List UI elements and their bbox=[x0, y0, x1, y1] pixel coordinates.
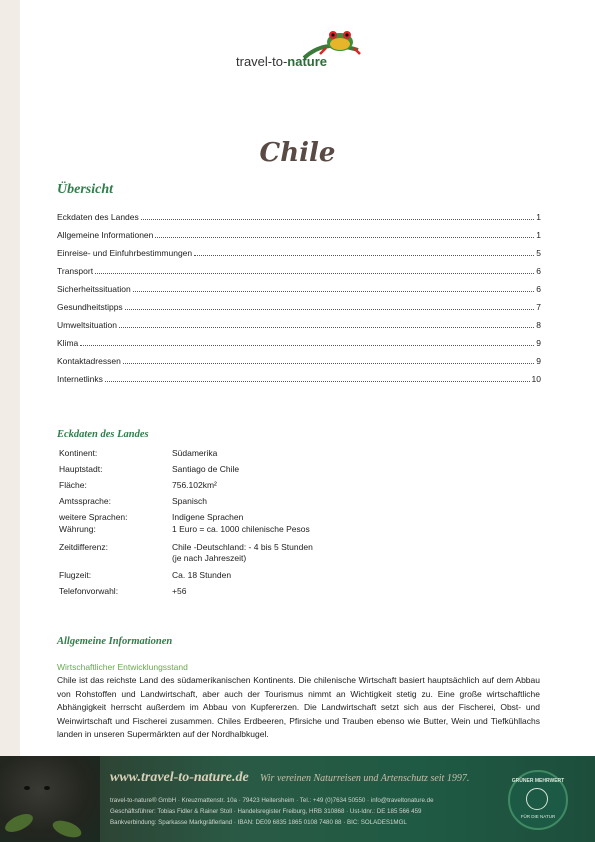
toc-leader bbox=[105, 381, 530, 382]
fact-key: Zeitdifferenz: bbox=[59, 542, 108, 552]
fact-key: Hauptstadt: bbox=[59, 464, 103, 474]
toc-page: 1 bbox=[536, 230, 541, 240]
toc-item[interactable] bbox=[57, 356, 541, 374]
toc-label: Internetlinks bbox=[57, 374, 103, 384]
toc-page: 5 bbox=[536, 248, 541, 258]
toc-page: 1 bbox=[536, 212, 541, 222]
fact-key: Kontinent: bbox=[59, 448, 98, 458]
footer-management: Geschäftsführer: Tobias Fidler & Rainer Stoll · Handelsregister Freiburg, HRB 310868 · Ust-Idnr.: DE 185 566 459 bbox=[110, 808, 422, 815]
fact-value: 1 Euro = ca. 1000 chilenische Pesos bbox=[172, 524, 310, 534]
toc-label: Eckdaten des Landes bbox=[57, 212, 139, 222]
fact-key: Telefonvorwahl: bbox=[59, 586, 119, 596]
fact-key: Amtssprache: bbox=[59, 496, 111, 506]
footer-url[interactable]: www.travel-to-nature.de bbox=[110, 770, 249, 785]
toc-label: Kontaktadressen bbox=[57, 356, 121, 366]
toc-page: 9 bbox=[536, 338, 541, 348]
fact-value: Südamerika bbox=[172, 448, 218, 458]
toc-page: 8 bbox=[536, 320, 541, 330]
general-subheading: Wirtschaftlicher Entwicklungsstand bbox=[57, 662, 188, 672]
toc-heading: Übersicht bbox=[57, 182, 113, 197]
fact-value: +56 bbox=[172, 586, 187, 596]
facts-heading: Eckdaten des Landes bbox=[57, 429, 149, 440]
toc-item[interactable] bbox=[57, 320, 541, 338]
toc-leader bbox=[80, 345, 534, 346]
footer bbox=[0, 756, 595, 842]
toc-label: Umweltsituation bbox=[57, 320, 117, 330]
leaf-shape bbox=[51, 817, 84, 840]
toc-leader bbox=[133, 291, 535, 292]
toc-label: Einreise- und Einfuhrbestimmungen bbox=[57, 248, 193, 258]
fact-value-note: (je nach Jahreszeit) bbox=[172, 553, 247, 563]
general-heading: Allgemeine Informationen bbox=[57, 636, 173, 647]
toc-item[interactable] bbox=[57, 284, 541, 302]
toc-page: 10 bbox=[531, 374, 541, 384]
badge-top-text: GRÜNER MEHRWERT bbox=[511, 778, 565, 784]
footer-bank: Bankverbindung: Sparkasse Markgräflerland · IBAN: DE09 6835 1865 0108 7480 88 · BIC: SOLADES1MGL bbox=[110, 819, 407, 826]
toc-leader bbox=[119, 327, 534, 328]
toc-page: 6 bbox=[536, 266, 541, 276]
toc-item[interactable] bbox=[57, 374, 541, 392]
fact-key: Fläche: bbox=[59, 480, 87, 490]
green-value-badge bbox=[508, 770, 568, 830]
fact-key: Währung: bbox=[59, 524, 96, 534]
toc-leader bbox=[155, 237, 534, 238]
gorilla-eye bbox=[44, 786, 50, 790]
toc-label: Transport bbox=[57, 266, 94, 276]
logo-brand: nature bbox=[287, 54, 328, 69]
toc-item[interactable] bbox=[57, 338, 541, 356]
toc-item[interactable] bbox=[57, 230, 541, 248]
heart-leaf-icon bbox=[526, 788, 548, 810]
fact-key: Flugzeit: bbox=[59, 570, 92, 580]
toc-label: Klima bbox=[57, 338, 79, 348]
footer-address: travel-to-nature® GmbH · Kreuzmattenstr. 10a · 79423 Heitersheim · Tel.: +49 (0)7634 50550 · info@traveltonature.de bbox=[110, 797, 434, 804]
fact-value: 756.102km² bbox=[172, 480, 217, 490]
table-of-contents bbox=[57, 212, 541, 392]
toc-item[interactable] bbox=[57, 248, 541, 266]
general-paragraph: Chile ist das reichste Land des südamerikanischen Kontinents. Die chilenische Wirtschaft basiert hauptsächlich auf dem Abbau von Rohstoffen und Landwirtschaft, aber auch der Tourismus nimmt an Wichtigkeit stetig zu. Eine große wirtschaftliche Abhängigkeit herrscht außerdem im Abbau von Kupfererzen. Die Landwirtschaft setzt sich aus der Fischerei, Obst- und Weinwirtschaft und Fischerei zusammen. Chiles Erdbeeren, Pfirsiche und Trauben ebenso wie Butter, Wein und Tiefkühllachs landen in unseren Supermärkten auf der Nordhalbkugel. bbox=[57, 675, 540, 739]
logo[interactable] bbox=[236, 30, 366, 72]
side-strip bbox=[0, 0, 20, 756]
toc-item[interactable] bbox=[57, 212, 541, 230]
footer-slogan: Wir vereinen Naturreisen und Artenschutz seit 1997. bbox=[260, 773, 470, 784]
fact-value: Santiago de Chile bbox=[172, 464, 240, 474]
fact-value: Chile -Deutschland: - 4 bis 5 Stunden bbox=[172, 542, 313, 552]
fact-key: weitere Sprachen: bbox=[59, 512, 128, 522]
toc-label: Sicherheitssituation bbox=[57, 284, 131, 294]
toc-page: 9 bbox=[536, 356, 541, 366]
toc-leader bbox=[141, 219, 535, 220]
toc-label: Gesundheitstipps bbox=[57, 302, 123, 312]
toc-page: 6 bbox=[536, 284, 541, 294]
fact-value: Indigene Sprachen bbox=[172, 512, 244, 522]
toc-page: 7 bbox=[536, 302, 541, 312]
fact-value: Ca. 18 Stunden bbox=[172, 570, 232, 580]
gorilla-photo bbox=[0, 756, 100, 842]
toc-item[interactable] bbox=[57, 266, 541, 284]
fact-value: Spanisch bbox=[172, 496, 207, 506]
badge-bottom-text: FÜR DIE NATUR bbox=[520, 814, 556, 819]
toc-item[interactable] bbox=[57, 302, 541, 320]
gorilla-eye bbox=[24, 786, 30, 790]
logo-wordmark bbox=[236, 54, 327, 69]
logo-prefix: travel-to- bbox=[236, 54, 288, 69]
toc-leader bbox=[95, 273, 534, 274]
page-title: Chile bbox=[259, 138, 336, 168]
toc-label: Allgemeine Informationen bbox=[57, 230, 154, 240]
toc-leader bbox=[123, 363, 534, 364]
toc-leader bbox=[125, 309, 535, 310]
toc-leader bbox=[194, 255, 534, 256]
leaf-shape bbox=[2, 810, 35, 835]
